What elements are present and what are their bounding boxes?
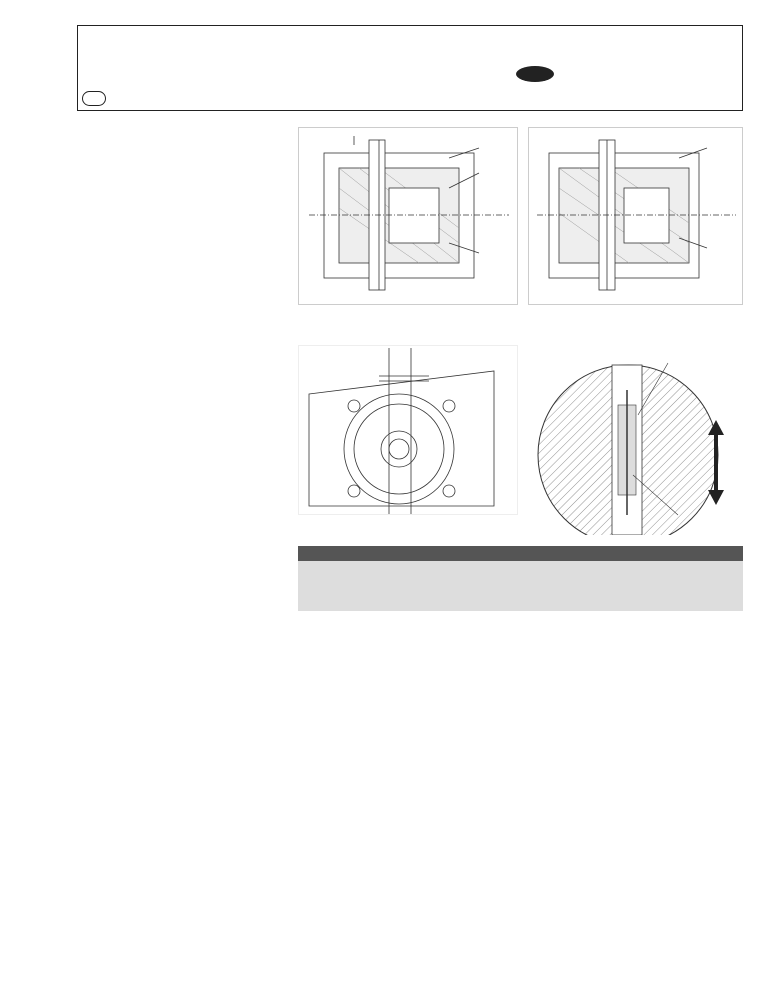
document-subtitle [81,56,411,70]
logo-mark [516,66,554,82]
language-badge [82,91,106,106]
torque-table-header [298,561,743,611]
subtitle-line-2 [81,56,411,70]
figure-3-drawing [298,345,518,515]
figure-4-drawing [528,345,743,535]
figure-2-drawing [528,127,743,305]
company-logo [516,66,557,82]
torque-table-title [298,546,743,561]
figure-1-drawing [298,127,518,305]
